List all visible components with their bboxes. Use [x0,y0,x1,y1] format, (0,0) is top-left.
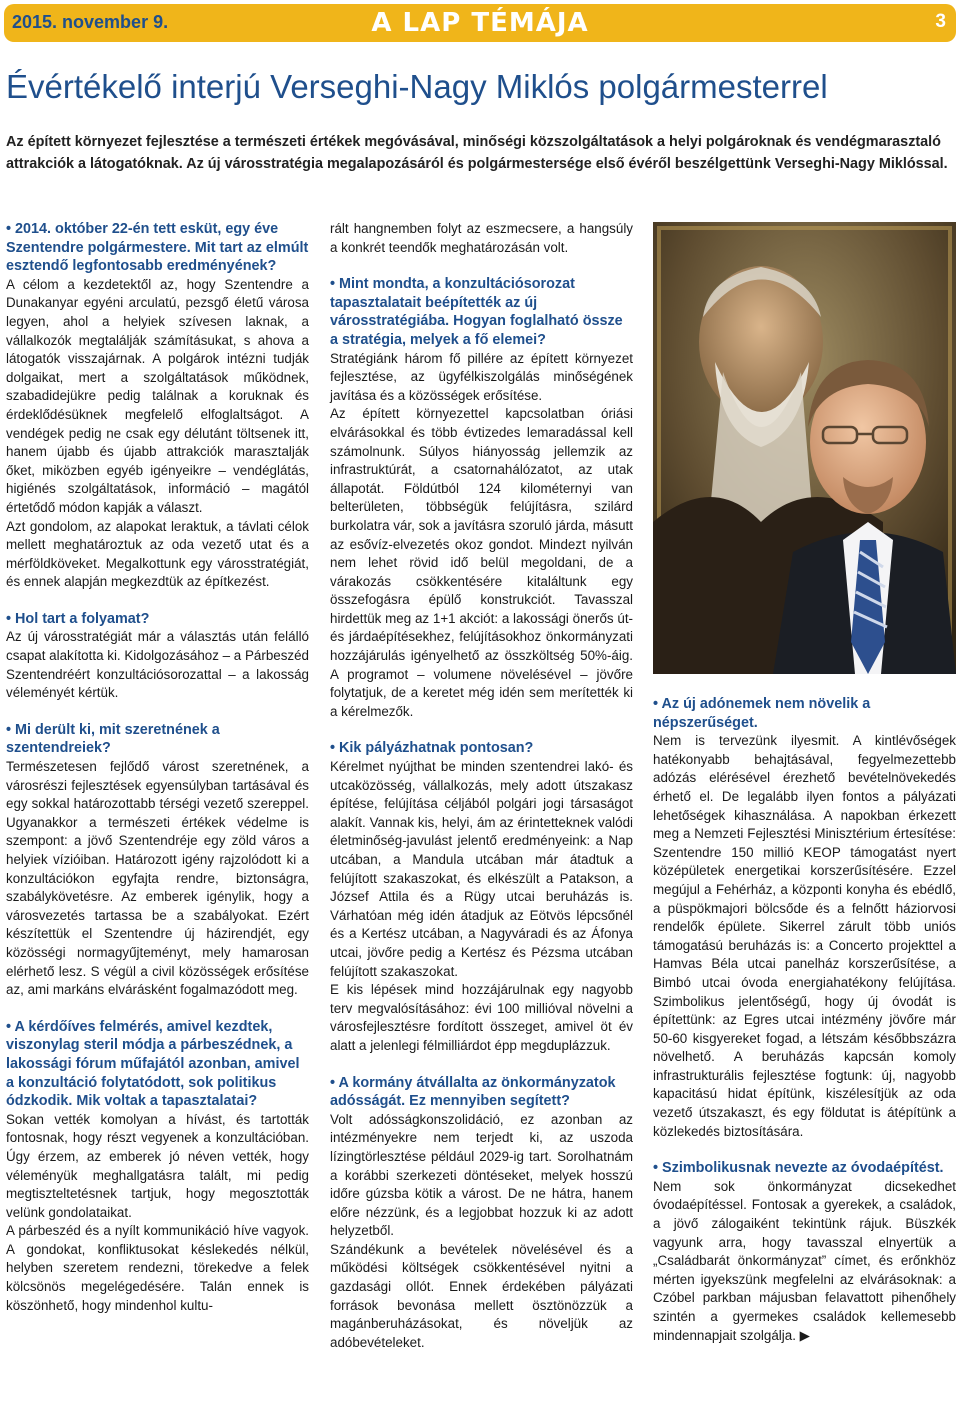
interview-question: • Az új adónemek nem növelik a népszerűséget. [653,696,871,731]
interview-answer-paragraph: Kérelmet nyújthat be minden szentendrei lakó- és utcaközösség, vállalkozás, mely adott útszakasz építése, felújítása céljából polgári jogi társaságot alakít. Vannak kis, helyi, ám az érintetteknek valódi életminőség-javulást jelentő eredményeink: a Nap utcában, a Mandula utcában már átadtuk a felújított szakaszokat, és elkészült a Patakson, a József Attila és a Rügy utcai beruházás is. Várhatóan még idén átadjuk az Eötvös lépcsőnél és a Kertész utcában, a Nagyváradi és az Áfonya utcai, jövőre pedig a Kertész és Pézsma utcában felújított szakaszokat. [330,759,633,979]
issue-date: 2015. november 9. [12,12,169,32]
portrait-illustration [653,222,956,674]
interview-answer-paragraph: Nem is tervezünk ilyesmit. A kintlévőségek hatékonyabb behajtásával, fegyelmezettebb adózás elérésével érezhető bevételnövekedés érhető el. De legalább ilyen fontos a pályázati lehetőségek kihasználása. A napokban érkezett meg a Nemzeti Fejlesztési Minisztérium értesítése: Szentendre 150 millió KEOP támogatást nyert középületek energetikai korszerűsítésére. Ezzel megújul a Fehérház, a központi konyha és ebédlő, a püspökmajori bölcsőde és a felnőtt háziorvosi rendelők épülete. Sikerrel zárult több uniós támogatású beruházás is: a Concerto projekttel a Hamvas Béla utcai panelház korszerűsítése, a Bimbó utcai óvoda energiahatékony felújítása. Szimbolikus jelentőségű, hogy új óvodát is építettünk: az Egres utcai intézmény jövőre már 50-60 kisgyereket fogad, a létszám későbbszázra növelhető. A beruházás kapcsán komoly infrastrukturális fejlesztése fogtunk: új, nagyobb kapacitású hidat építünk, kiszélesítjük az oda vezető útszakaszt, és egy földutat is átépítünk a közlekedés biztosítására. [653,733,956,1139]
interview-answer-paragraph: Szándékunk a bevételek növelésével és a működési költségek csökkentésével nyitni a gazdasági ollót. Ennek érdekében pályázati források bevonása mellett ösztönözzük a magánberuházásokat, és növeljük az adóbevételeket. [330,1241,633,1350]
interview-question: • A kormány átvállalta az önkormányzatok adósságát. Ez mennyiben segített? [330,1074,616,1110]
interview-question: • A kérdőíves felmérés, amivel kezdtek, viszonylag steril módja a párbeszédnek, a lakossági fórum műfajától azonban, amivel a konzultáció folytatódott, sok politikus ódzkodik. Mik voltak a tapasztalatai? [6,1018,300,1110]
interview-answer-paragraph: Stratégiánk három fő pillére az épített környezet fejlesztése, az ügyfélkiszolgálás minőségének javítása és a közösségek erősítése. [330,350,633,403]
column-right [653,695,956,1345]
header-bar [4,4,956,42]
column-middle [330,220,633,1352]
interview-answer-paragraph: Sokan vették komolyan a hívást, és tartották fontosnak, hogy részt vegyenek a konzultációban. Úgy érzem, az emberek jó néven vették, hogy véleményük meghallgatásra talált, mi pedig megtiszteltetésnek tartjuk, hogy megosztották velünk gondolataikat. [6,1111,309,1220]
interview-answer-paragraph: rált hangnemben folyt az eszmecsere, a hangsúly a konkrét teendők meghatározásán volt. [330,221,633,255]
page-number: 3 [935,11,946,32]
interview-answer-paragraph: A célom a kezdetektől az, hogy Szentendre a Dunakanyar egyéni arculatú, pezsgő életű városa legyen, ahol a helyiek szívesen laknak, a vállalkozók megtalálják számításukat, s ahova a látogatók visszajárnak. A polgárok intézni tudják dolgaikat, mert a szolgáltatások működnek, szabadidejükre pedig találnak a koruknak és érdeklődésüknek megfelelő elfoglaltságot. A vendégek pedig ne csak egy délutánt töltsenek itt, hanem újabb és újabb attrakciók marasztalják őket, miközben egyéb igényeikre – vendéglátás, higiénés szolgáltatások, információ – magától értetődő módon kapják a választ. [6,276,309,515]
interview-question: • Mi derült ki, mit szeretnének a szentendreiek? [6,721,220,757]
interview-question: • Kik pályázhatnak pontosan? [330,740,534,757]
portrait-photo [653,222,956,674]
interview-answer-paragraph: Azt gondolom, az alapokat leraktuk, a távlati célok mellett meghatároztuk az oda vezető utat és a mérföldköveket. Megalkottunk egy városstratégiát, és ennek alapján megkezdtük az építkezést. [6,518,309,590]
interview-answer-paragraph: Volt adósságkonszolidáció, ez azonban az intézményekre nem terjedt ki, az uszoda lízingtörlesztése például 2029-ig tart. Sorolhatnám a korábbi szerkezeti döntéseket, melyek hosszú időre gúzsba kötik a várost. De ne hátra, hanem előre nézzünk, és a legjobbat hozzuk ki az adott helyzetből. [330,1111,633,1239]
interview-answer-paragraph: Az új városstratégiát már a választás után felálló csapat alakította ki. Kidolgozásához – a Párbeszéd Szentendréért konzultációsorozattal – a lakosság véleményét kértük. [6,629,309,701]
interview-answer-paragraph: E kis lépések mind hozzájárulnak egy nagyobb terv megvalósításához: évi 100 millióval növelni a városfejlesztésre fordított összeget, amivel öt év alatt a jelenlegi félmilliárdot épp megduplázzuk. [330,982,633,1053]
section-title: A LAP TÉMÁJA [371,8,589,38]
interview-question: • Szimbolikusnak nevezte az óvodaépítést. [653,1160,944,1177]
interview-answer-paragraph: Természetesen fejlődő várost szeretnének, a városrészi fejlesztések egyensúlyban tartásával és egy sokkal határozottabb térségi vezető szereppel. Ugyanakkor a természeti értékek védelme is szempont: a jövő Szentendréje egy zöld város a helyiek vízióiban. Határozott igény rajzolódott ki a konzultációkon egyfajta rendre, biztonságra, szabálykövetésre. Az emberek igénylik, hogy a városvezetés tartassa be a szabályokat. Ezért készítettük el Szentendre új házirendjét, egy közösségi normagyűjteményt, mely hamarosan elérhető lesz. S végül a civil közösségek erősítése az, ami markáns elvárásként fogalmazódott meg. [6,759,309,998]
column-left [6,220,309,1315]
interview-answer-paragraph: Nem sok önkormányzat dicsekedhet óvodaépítéssel. Fontosak a gyerekek, a családok, a jövő zálogaiként tekintünk rájuk. Büszkék vagyunk arra, hogy tavasszal elnyertük a „Családbarát önkormányzat” címet, és erőnkhöz mérten igyekszünk megfelelni az elvárásoknak: a Czóbel parkban májusban felavattott pihenőhely szintén a gyermekes családok kellemesebb mindennapjait szolgálja. ▶ [653,1178,956,1343]
article-title: Évértékelő interjú Verseghi-Nagy Miklós polgármesterrel [6,68,828,105]
article-lead: Az épített környezet fejlesztése a természeti értékek megóvásával, minőségi közszolgáltatások a helyi polgároknak és vendégmarasztaló attrakciók a látogatóknak. Az új városstratégia megalapozásáról és polgármestersége első évéről beszélgettünk Verseghi-Nagy Miklóssal. [6,134,948,172]
interview-question: • Hol tart a folyamat? [6,610,150,627]
interview-answer-paragraph: Az épített környezettel kapcsolatban óriási elvárásokkal és több évtizedes lemaradással kell számolnunk. Súlyos hiányosság jellemzik az infrastruktúrát, a csatornahálózatot, az utak állapotát. Földútból 124 kilométernyi van belterületen, többségük felújításra, szilárd burkolatra vár, sok a javításra szoruló járda, másutt az esővíz-elvezetés okoz gondot. Mindezt nyilván nem lehet rövid idő belül megoldani, de a várakozás csökkentésére kitaláltunk egy összefogásra épülő konstrukciót. Tavasszal hirdettük meg az 1+1 akciót: a lakossági önerős út- és járdaépítésekhez, felújításokhoz önkormányzati hozzájárulás igényelhető az összköltség 50%-áig. A programot – volumene növelésével – jövőre folytatjuk, de a keretet még idén sem merítették ki a kérelmezők. [330,406,633,719]
interview-answer-paragraph: A párbeszéd és a nyílt kommunikáció híve vagyok. A gondokat, konfliktusokat késlekedés nélkül, helyben szeretem rendezni, törekedve a felek kölcsönös megelégedésére. Talán ennek is köszönhető, hogy mindenhol kultu- [6,1223,309,1313]
interview-question: • Mint mondta, a konzultációsorozat tapasztalatait beépítették az új városstratégiába. Hogyan foglalható össze a stratégia, melyek a fő elemei? [330,276,623,348]
interview-question: • 2014. október 22-én tett esküt, egy éve Szentendre polgármestere. Mit tart az elmúlt esztendő legfontosabb eredményének? [6,221,309,275]
